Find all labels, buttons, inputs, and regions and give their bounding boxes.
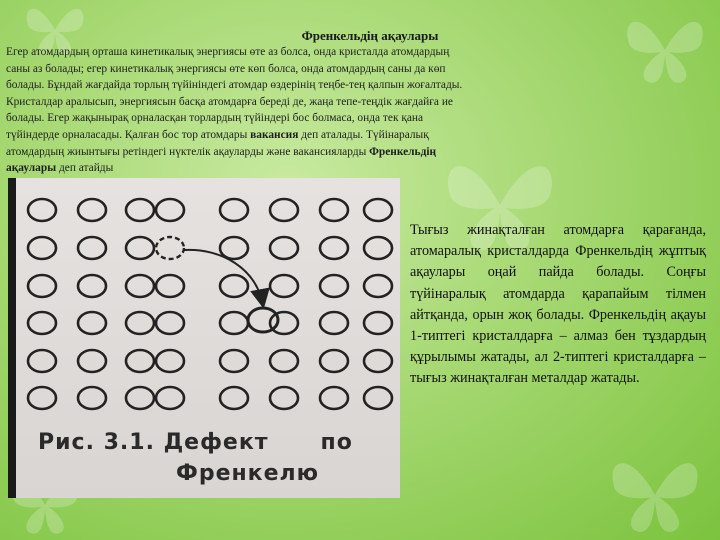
lattice-atom bbox=[28, 199, 56, 221]
lattice-atom bbox=[156, 199, 184, 221]
intro-text: деп атайды bbox=[58, 162, 114, 175]
lattice-atom bbox=[364, 199, 392, 221]
lattice-atom bbox=[220, 275, 248, 297]
lattice-atom bbox=[28, 312, 56, 334]
lattice-atom bbox=[320, 199, 348, 221]
lattice-atom bbox=[78, 199, 106, 221]
lattice-atom bbox=[126, 275, 154, 297]
lattice-atom bbox=[126, 387, 154, 409]
lattice-atom bbox=[220, 237, 248, 259]
intro-text: деп аталады. Түйінаралық атомдардың жиынтығы ретіндегі нүктелік ақауларды және вакансияларды bbox=[6, 128, 429, 158]
lattice-atom bbox=[156, 387, 184, 409]
lattice-atom bbox=[270, 275, 298, 297]
frenkel-defect-figure bbox=[8, 178, 400, 498]
lattice-atom bbox=[28, 275, 56, 297]
term-vacancy: вакансия bbox=[250, 128, 299, 141]
lattice-atom bbox=[364, 387, 392, 409]
lattice-atom bbox=[320, 312, 348, 334]
lattice-atom bbox=[156, 350, 184, 372]
lattice-atom bbox=[28, 350, 56, 372]
lattice-atom bbox=[156, 312, 184, 334]
lattice-atom bbox=[126, 199, 154, 221]
side-paragraph: Тығыз жинақталған атомдарға қарағанда, атомаралық кристалдарда Френкельдің жұптық ақаулары оңай пайда болады. Соңғы түйінаралық атомдарда қарапайым тілмен айтқанда, орын жоқ болады. Френкельдің ақауы 1-типтегі кристалдарға – алмаз бен тұздардың құрылымы жатады, ал 2-типтегі кристалдарға – тығыз жинақталған металдар жатады. bbox=[410, 222, 706, 387]
lattice-atom bbox=[220, 312, 248, 334]
lattice-atom bbox=[28, 237, 56, 259]
butterfly-icon bbox=[620, 10, 710, 90]
lattice-atom bbox=[28, 387, 56, 409]
lattice-atom bbox=[78, 387, 106, 409]
vacancy-site bbox=[156, 237, 184, 259]
interstitial-atom bbox=[248, 308, 278, 332]
lattice-atom bbox=[78, 350, 106, 372]
lattice-atom bbox=[364, 312, 392, 334]
figure-paper bbox=[16, 178, 400, 498]
lattice-atom bbox=[78, 237, 106, 259]
lattice-atom bbox=[320, 387, 348, 409]
lattice-atom bbox=[126, 350, 154, 372]
lattice-atom bbox=[156, 275, 184, 297]
lattice-atom bbox=[320, 237, 348, 259]
lattice-atom bbox=[270, 350, 298, 372]
lattice-atom bbox=[364, 350, 392, 372]
lattice-atom bbox=[220, 350, 248, 372]
page-title: Френкельдің ақаулары bbox=[301, 28, 439, 43]
lattice-atom bbox=[270, 387, 298, 409]
lattice-atom bbox=[364, 275, 392, 297]
figure-caption-line1: Рис. 3.1. Дефект по bbox=[38, 430, 353, 455]
term-frenkel-defects: Френкельдің ақаулары bbox=[6, 145, 437, 175]
lattice-atom bbox=[220, 387, 248, 409]
lattice-atom bbox=[126, 237, 154, 259]
lattice-atom bbox=[78, 312, 106, 334]
lattice-atom bbox=[270, 312, 298, 334]
intro-text: Егер атомдардың орташа кинетикалық энергиясы өте аз болса, онда кристалда атомдардың саны аз болады; егер кинетикалық энергиясы өте көп болса, онда атомдардың саны да көп болады. Бұндай жағдайда торлың түйініндегі атомдар өздерінің теңбе-тең қалпын жоғалтады. Кристалдар аралысып, энергиясын басқа атомдарға береді де, жаңа тепе-теңдік жағдайға ие болады. Егер жақынырақ орналасқан торлардың түйіндері бос болмаса, онда тек қана түйіндерде орналасады. Қалған бос тор атомдары bbox=[6, 46, 463, 141]
lattice-atom bbox=[126, 312, 154, 334]
lattice-atom bbox=[320, 275, 348, 297]
lattice-atom bbox=[364, 237, 392, 259]
atom-lattice bbox=[16, 178, 400, 428]
lattice-atom bbox=[320, 350, 348, 372]
intro-paragraph bbox=[6, 44, 466, 177]
lattice-atom bbox=[270, 237, 298, 259]
lattice-atom bbox=[78, 275, 106, 297]
lattice-atom bbox=[220, 199, 248, 221]
butterfly-icon bbox=[600, 450, 710, 540]
figure-caption-line2: Френкелю bbox=[176, 461, 320, 486]
lattice-atom bbox=[270, 199, 298, 221]
